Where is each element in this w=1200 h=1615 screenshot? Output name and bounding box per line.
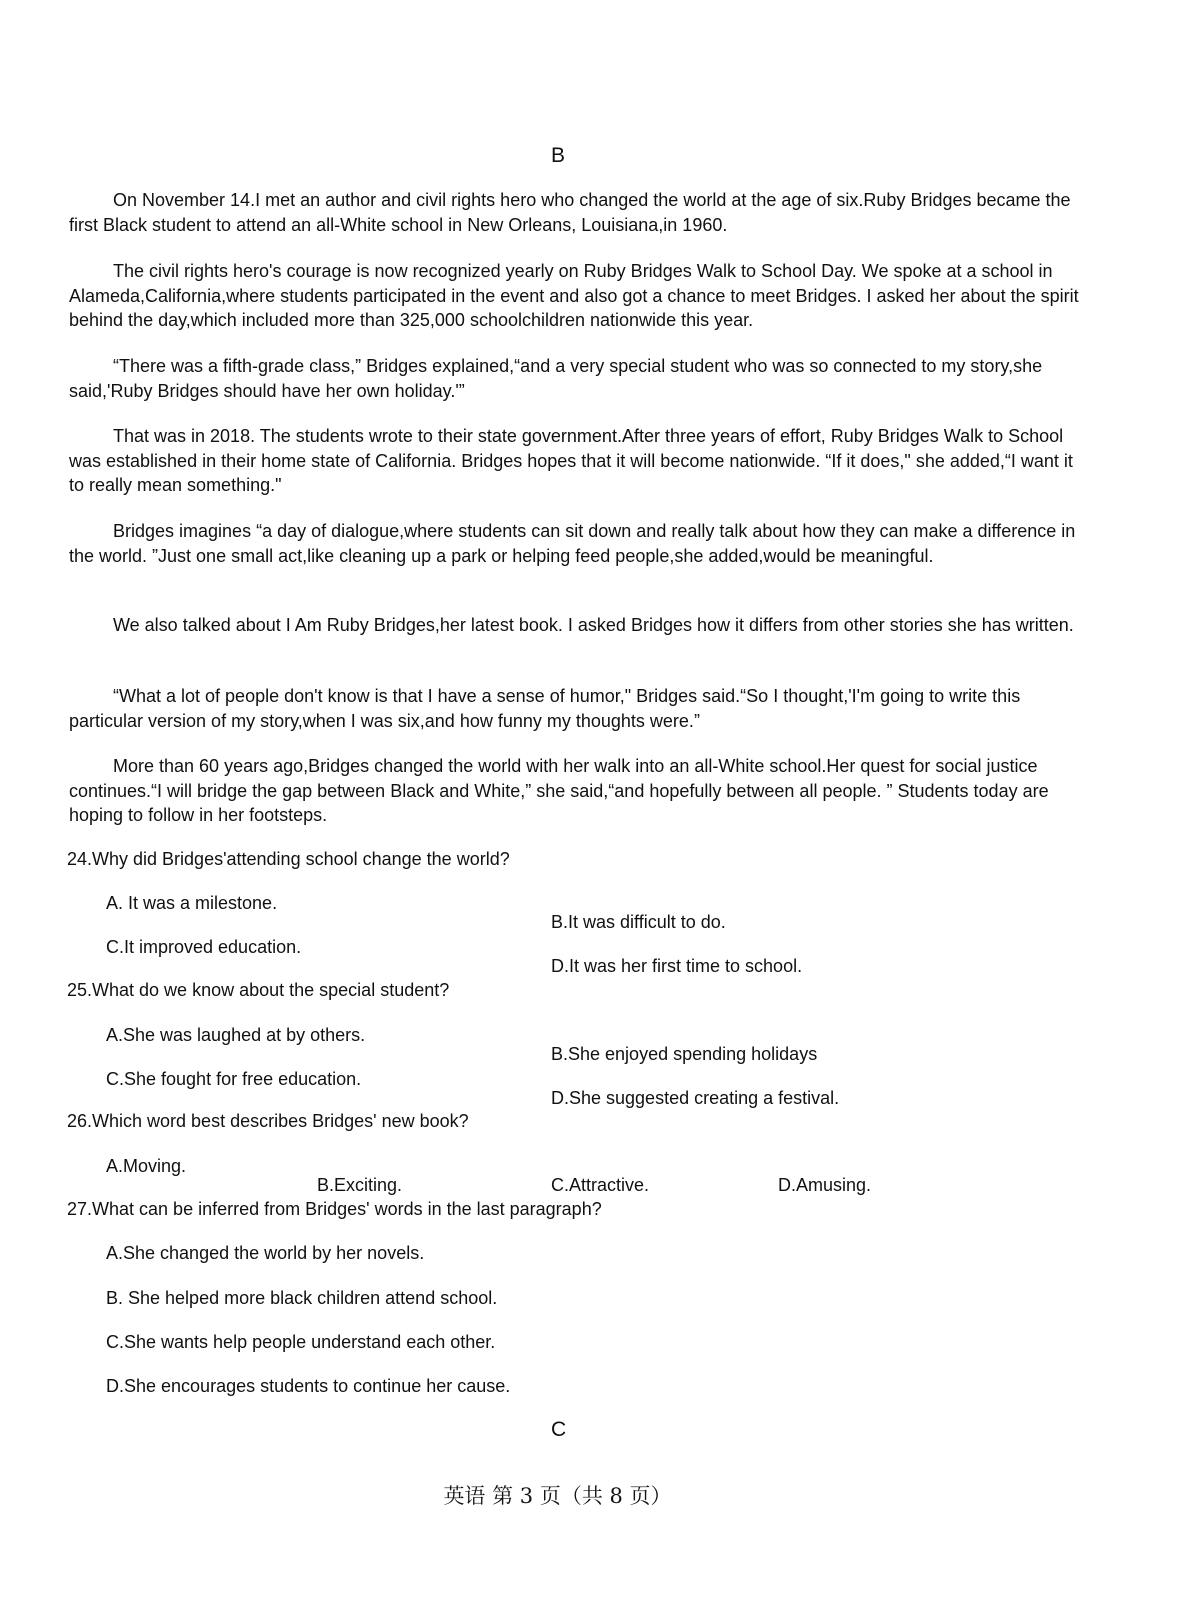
paragraph-5-text: Bridges imagines “a day of dialogue,where students can sit down and really talk about how they can make a difference in the world. ”Just one small act,like cleaning up a park or helping feed people,she added,would be meaningful. <box>69 521 1076 566</box>
question-27-option-d: D.She encourages students to continue her cause. <box>106 1376 511 1396</box>
page-footer: 英语 第 3 页（共 8 页） <box>443 1484 672 1508</box>
question-25-option-c: C.She fought for free education. <box>106 1069 362 1089</box>
paragraph-7 <box>69 684 1084 733</box>
paragraph-8-text: More than 60 years ago,Bridges changed the world with her walk into an all-White school.Her quest for social justice continues.“I will bridge the gap between Black and White,” she said,“and hopefully between all people. ” Students today are hoping to follow in her footsteps. <box>69 756 1049 826</box>
question-25-option-d: D.She suggested creating a festival. <box>551 1088 840 1108</box>
paragraph-8 <box>69 754 1084 828</box>
paragraph-4-text: That was in 2018. The students wrote to their state government.After three years of effort, Ruby Bridges Walk to School was established in their home state of California. Bridges hopes that it will become nationwide. “If it does," she added,“I want it to really mean something." <box>69 426 1073 496</box>
paragraph-3-text: “There was a fifth-grade class,” Bridges explained,“and a very special student who was so connected to my story,she said,'Ruby Bridges should have her own holiday.'” <box>69 356 1043 401</box>
question-27-option-c: C.She wants help people understand each other. <box>106 1332 496 1352</box>
paragraph-6 <box>69 613 1084 638</box>
question-24-option-d: D.It was her first time to school. <box>551 956 803 976</box>
paragraph-1-text: On November 14.I met an author and civil rights hero who changed the world at the age of six.Ruby Bridges became the first Black student to attend an all-White school in New Orleans, Louisiana,in 1960. <box>69 190 1071 235</box>
question-26-option-b: B.Exciting. <box>317 1175 403 1195</box>
paragraph-7-text: “What a lot of people don't know is that I have a sense of humor," Bridges said.“So I thought,'I'm going to write this particular version of my story,when I was six,and how funny my thoughts were.” <box>69 686 1021 731</box>
question-26-option-a: A.Moving. <box>106 1156 187 1176</box>
paragraph-2 <box>69 259 1084 333</box>
paragraph-2-text: The civil rights hero's courage is now recognized yearly on Ruby Bridges Walk to School Day. We spoke at a school in Alameda,California,where students participated in the event and also got a chance to meet Bridges. I asked her about the spirit behind the day,which included more than 325,000 schoolchildren nationwide this year. <box>69 261 1079 331</box>
question-24-option-c: C.It improved education. <box>106 937 302 957</box>
question-25-stem: 25.What do we know about the special student? <box>67 980 450 1000</box>
paragraph-5 <box>69 519 1084 568</box>
question-25-option-b: B.She enjoyed spending holidays <box>551 1044 818 1064</box>
question-26-option-c: C.Attractive. <box>551 1175 650 1195</box>
paragraph-1 <box>69 188 1084 237</box>
question-27-option-b: B. She helped more black children attend school. <box>106 1288 498 1308</box>
question-27-option-a: A.She changed the world by her novels. <box>106 1243 425 1263</box>
question-26-option-d: D.Amusing. <box>778 1175 872 1195</box>
section-c-heading: C <box>551 1418 567 1441</box>
paragraph-6-text: We also talked about I Am Ruby Bridges,her latest book. I asked Bridges how it differs from other stories she has written. <box>113 615 1074 635</box>
question-27-stem: 27.What can be inferred from Bridges' words in the last paragraph? <box>67 1199 602 1219</box>
question-24-option-b: B.It was difficult to do. <box>551 912 726 932</box>
question-26-stem: 26.Which word best describes Bridges' new book? <box>67 1111 469 1131</box>
question-24-option-a: A. It was a milestone. <box>106 893 278 913</box>
section-b-heading: B <box>551 144 566 167</box>
question-25-option-a: A.She was laughed at by others. <box>106 1025 366 1045</box>
question-24-stem: 24.Why did Bridges'attending school change the world? <box>67 849 510 869</box>
paragraph-4 <box>69 424 1084 498</box>
paragraph-3 <box>69 354 1084 403</box>
